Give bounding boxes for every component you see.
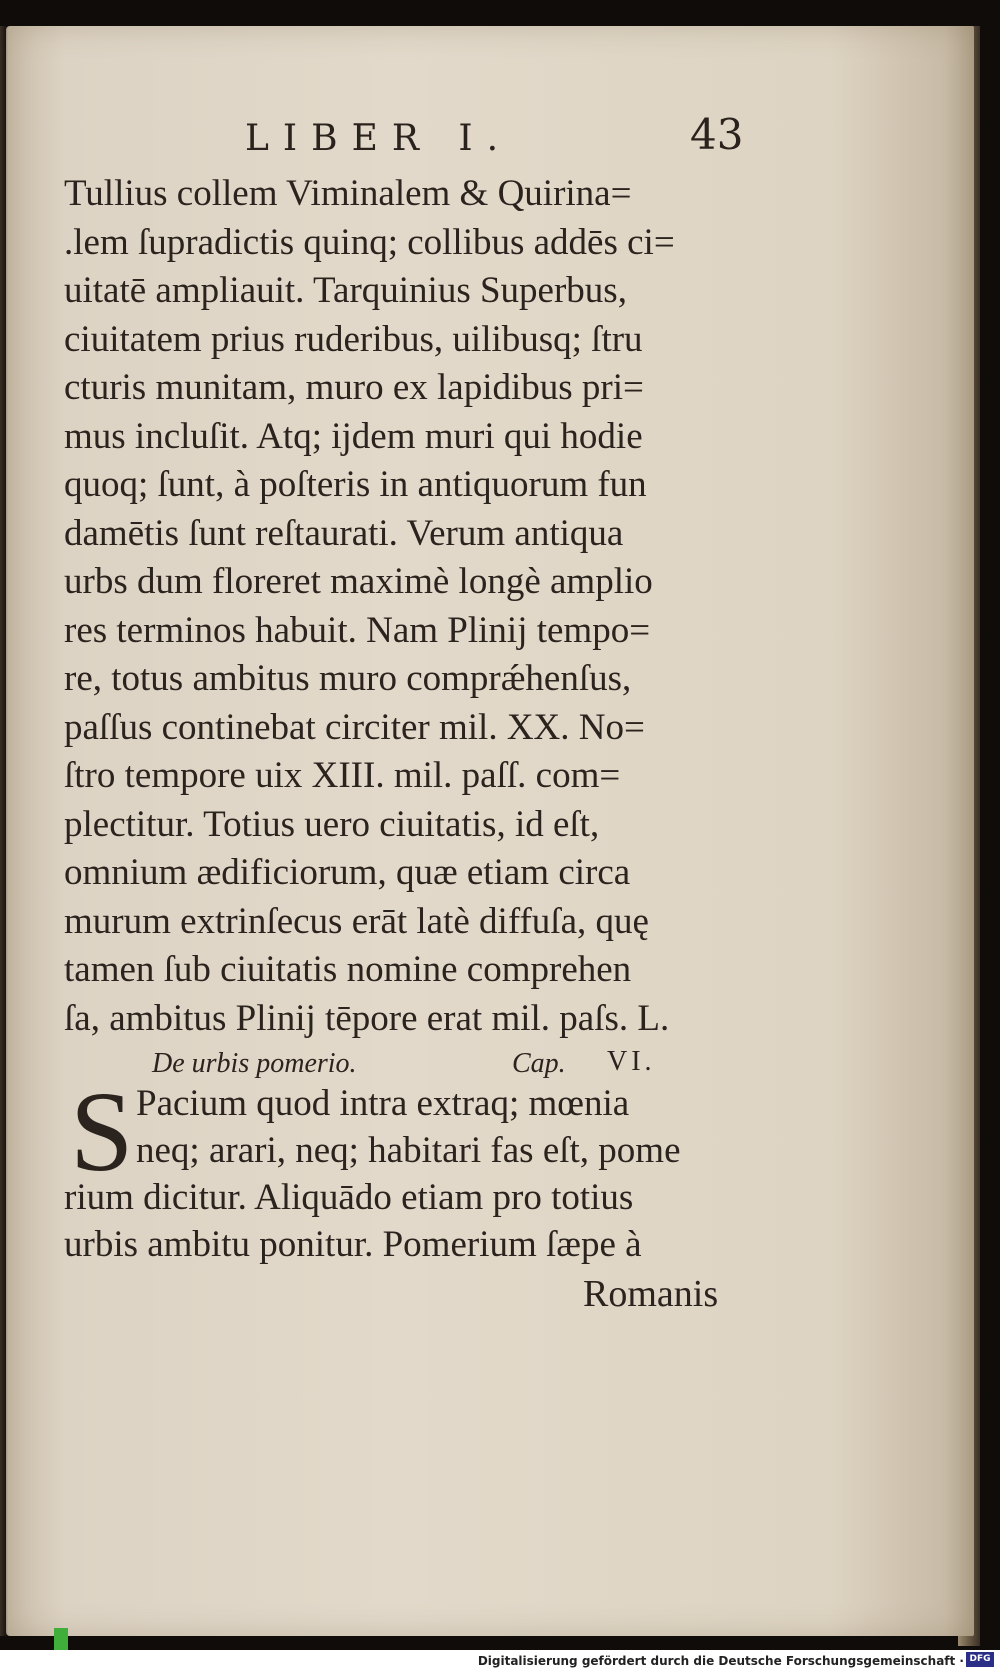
text-line: res terminos habuit. Nam Plinij tempo= [64,609,651,651]
chapter-heading [152,1036,712,1086]
text-line: urbs dum floreret maximè longè amplio [64,561,653,602]
initial-letter: S [70,1068,134,1195]
chapter-text-line: urbis ambitu ponitur. Pomerium ſæpe à [64,1224,642,1265]
text-line: ciuitatem prius ruderibus, uilibusq; ſtru [64,318,643,360]
page-header [60,108,744,168]
text-line: cturis munitam, muro ex lapidibus pri= [64,367,644,408]
chapter-number: VI. [607,1046,656,1077]
dfg-logo: DFG [966,1652,994,1667]
chapter-title: De urbis pomerio. [152,1048,357,1079]
text-line: .lem ſupradictis quinq; collibus addēs ci= [64,221,675,263]
gutter-shadow [0,26,8,1636]
text-line: paſſus continebat circiter mil. XX. No= [64,706,645,748]
text-line: re, totus ambitus muro comprǽhenſus, [64,658,632,699]
running-head: LIBER I. [245,118,513,159]
text-line: omnium ædificiorum, quæ etiam circa [64,852,631,893]
text-line: damētis ſunt reſtaurati. Verum antiqua [64,512,624,554]
text-line: ſa, ambitus Plinij tēpore erat mil. paſs. L. [64,997,670,1039]
green-tab-marker [54,1628,68,1650]
text-line: plectitur. Totius uero ciuitatis, id eſt, [64,803,600,845]
text-line: ſtro tempore uix XIII. mil. paſſ. com= [64,755,621,796]
text-line: mus incluſit. Atq; ijdem muri qui hodie [64,415,643,457]
text-line: tamen ſub ciuitatis nomine comprehen [64,949,632,990]
page-number: 43 [690,110,744,159]
catchword: Romanis [583,1273,719,1315]
footer-credit: Digitalisierung gefördert durch die Deutsche Forschungsgemeinschaft · [477,1654,964,1668]
chapter-text-line: rium dicitur. Aliquādo etiam pro totius [64,1177,634,1218]
text-line: murum extrinſecus erāt latè diffuſa, quę [64,900,649,942]
chapter-text-line: neq; arari, neq; habitari fas eſt, pome [136,1130,681,1171]
text-line: quoq; ſunt, à poſteris in antiquorum fun [64,464,647,505]
chapter-text-line: Pacium quod intra extraq; mœnia [136,1083,630,1124]
body-text [64,170,764,1039]
text-line: uitatē ampliauit. Tarquinius Superbus, [64,270,627,311]
text-line: Tullius collem Viminalem & Quirina= [64,173,632,214]
chapter-label: Cap. [512,1048,566,1079]
